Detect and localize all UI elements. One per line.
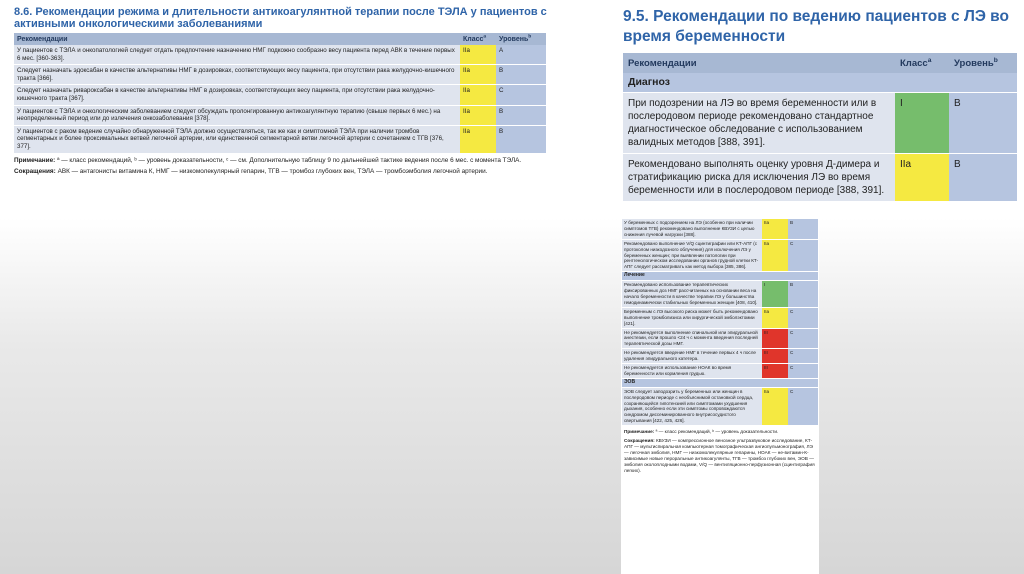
section-row — [623, 73, 1017, 93]
table-row — [622, 328, 818, 349]
header-class: Класс$^a$ — [460, 33, 496, 45]
section-treatment: Лечение — [622, 272, 818, 281]
abbr-text: АВК — антагонисты витамина К, НМГ — низкомолекулярный гепарин, ТГВ — тромбоз глубоких вен, ТЭЛА — тромбоэмболия легочной артерии. — [57, 167, 488, 175]
table-row — [14, 85, 546, 105]
class-cell: III — [762, 328, 788, 349]
table-row — [622, 239, 818, 272]
abbr-label: Сокращения: — [624, 438, 655, 444]
section-eov: ЭОВ — [622, 378, 818, 387]
table-row — [623, 154, 1017, 202]
recommendation-text: Беременным с ЛЭ высокого риска может быть рекомендовано выполнение тромболизиса или хирургической эмболэктомии [421]. — [622, 307, 762, 328]
level-cell: B — [788, 219, 818, 239]
header-recommendations: Рекомендации — [14, 33, 460, 45]
table-header-row — [623, 53, 1017, 73]
level-cell: A — [496, 45, 546, 65]
table-row — [622, 349, 818, 364]
level-cell: B — [788, 281, 818, 308]
table-row — [14, 105, 546, 125]
class-cell: IIa — [460, 45, 496, 65]
left-recommendations-table — [14, 33, 546, 154]
note-text: ª — класс рекомендаций, ᵇ — уровень доказательности. — [655, 429, 779, 435]
class-cell: IIa — [460, 125, 496, 153]
pregnancy-diagnosis-table — [623, 53, 1017, 202]
table-header-row — [14, 33, 546, 45]
table-row — [622, 387, 818, 425]
table-row — [623, 93, 1017, 154]
left-panel-title: 8.6. Рекомендации режима и длительности антикоагулянтной терапии после ТЭЛА у пациентов с активными онкологическими заболеваниями — [14, 6, 547, 30]
class-cell: IIa — [895, 154, 949, 202]
level-cell: C — [788, 364, 818, 379]
recommendation-text: У пациентов с ТЭЛА и онкологическим заболеванием следует обсуждать пролонгированную антикоагулянтную терапию (свыше первых 6 мес.) на неопределенный период или до излечения онкозаболевания [378]. — [14, 105, 460, 125]
level-cell: C — [788, 239, 818, 272]
level-cell: C — [788, 328, 818, 349]
pregnancy-continuation-table — [622, 219, 818, 426]
recommendation-text: У беременных с подозрением на ЛЭ (особенно при наличии симптомов ТГВ) рекомендовано выполнение КВУЗИ с целью снижения лучевой нагрузки [388]. — [622, 219, 762, 239]
pregnancy-recommendations-panel — [617, 2, 1021, 215]
class-cell: IIa — [460, 85, 496, 105]
left-note — [14, 157, 544, 165]
table-row — [622, 364, 818, 379]
recommendation-text: Не рекомендуется выполнение спинальной или эпидуральной анестезии, если прошло <24 ч с момента введения последней терапевтической дозы НМГ. — [622, 328, 762, 349]
table-row — [14, 125, 546, 153]
recommendation-text: Рекомендовано выполнение V/Q сцинтиграфии или КТ-АПГ (с протоколом низкодозного облучения) для исключения ЛЭ у беременных женщин; при выявлении патологии при рентгенологическом исследовании органов грудной клетки КТ-АПГ следует рассматривать как метод выбора [385, 386]. — [622, 239, 762, 272]
level-cell: B — [949, 154, 1017, 202]
section-row — [622, 272, 818, 281]
pregnancy-continuation-panel — [621, 219, 819, 574]
note-label: Примечание: — [14, 156, 56, 164]
level-cell: B — [496, 65, 546, 85]
recommendation-text: Не рекомендуется введение НМГ в течение первых 4 ч после удаления эпидурального катетера. — [622, 349, 762, 364]
header-recommendations: Рекомендации — [623, 53, 895, 73]
abbr-label: Сокращения: — [14, 167, 56, 175]
class-cell: IIa — [762, 387, 788, 425]
header-level: Уровень$^b$ — [949, 53, 1017, 73]
header-level: Уровень$^b$ — [496, 33, 546, 45]
level-cell: C — [788, 387, 818, 425]
class-cell: I — [762, 281, 788, 308]
recommendation-text: Не рекомендуется использование НОАК во время беременности или кормления грудью. — [622, 364, 762, 379]
table-row — [14, 65, 546, 85]
table-row — [622, 281, 818, 308]
class-cell: III — [762, 349, 788, 364]
recommendation-text: Рекомендовано использование терапевтических фиксированных доз НМГ рассчитанных на основании веса на начало беременности в качестве терапии ЛЭ у большинства гемодинамически стабильных беременных женщин [408, 410]. — [622, 281, 762, 308]
level-cell: B — [496, 105, 546, 125]
rbot-abbreviations — [624, 438, 817, 474]
left-recommendations-panel — [10, 4, 548, 214]
table-row — [622, 307, 818, 328]
level-cell: B — [949, 93, 1017, 154]
section-diagnosis: Диагноз — [623, 73, 1017, 93]
recommendation-text: У пациентов с раком ведение случайно обнаруженной ТЭЛА должно осуществляться, так же как и симптомной ТЭЛА при наличии тромбов сегментарных и более проксимальных ветвей легочной артерии, или единственной сегментарной ветви легочной артерии с сочетанием с ТГВ [376, 377]. — [14, 125, 460, 153]
level-cell: C — [788, 349, 818, 364]
class-cell: IIa — [762, 219, 788, 239]
class-cell: IIa — [460, 65, 496, 85]
recommendation-text: ЭОВ следует заподозрить у беременных или женщин в послеродовом периоде с необъяснимой остановкой сердца, сохраняющейся гипотензией или симптомами ухудшения дыхания, особенно если эти симптомы сопровождаются синдромом диссеминированного внутрисосудистого свертывания [422, 425, 426]. — [622, 387, 762, 425]
level-cell: C — [788, 307, 818, 328]
section-row — [622, 378, 818, 387]
note-text: ª — класс рекомендаций, ᵇ — уровень доказательности, ᶜ — см. Дополнительную таблицу 9 по дальнейшей тактике ведения после 6 мес. с момента ТЭЛА. — [57, 156, 522, 164]
recommendation-text: При подозрении на ЛЭ во время беременности или в послеродовом периоде рекомендовано стандартное диагностическое обследование с использованием валидных методов [388, 391]. — [623, 93, 895, 154]
table-row — [14, 45, 546, 65]
note-label: Примечание: — [624, 429, 655, 435]
recommendation-text: У пациентов с ТЭЛА и онкопатологией следует отдать предпочтение назначению НМГ подкожно сообразно весу пациента перед АВК в течение первых 6 мес. [360-363]. — [14, 45, 460, 65]
class-cell: IIa — [762, 239, 788, 272]
level-cell: B — [496, 125, 546, 153]
level-cell: C — [496, 85, 546, 105]
table-row — [622, 219, 818, 239]
recommendation-text: Рекомендовано выполнять оценку уровня Д-димера и стратификацию риска для исключения ЛЭ во время беременности или в послеродовом периоде [388, 391]. — [623, 154, 895, 202]
class-cell: IIa — [460, 105, 496, 125]
class-cell: III — [762, 364, 788, 379]
recommendation-text: Следует назначать ривароксабан в качестве альтернативы НМГ в дозировках, соответствующих весу пациента, при отсутствии рака желудочно-кишечного тракта [367]. — [14, 85, 460, 105]
rtop-panel-title: 9.5. Рекомендации по ведению пациентов с ЛЭ во время беременности — [623, 8, 1009, 45]
left-abbreviations — [14, 168, 544, 176]
recommendation-text: Следует назначать эдоксабан в качестве альтернативы НМГ в дозировках, соответствующих весу пациента, при отсутствии рака желудочно-кишечного тракта [366]. — [14, 65, 460, 85]
class-cell: IIa — [762, 307, 788, 328]
header-class: Класс$^a$ — [895, 53, 949, 73]
class-cell: I — [895, 93, 949, 154]
rbot-note — [624, 429, 817, 435]
abbr-text: КВУЗИ — компрессионное венозное ультразвуковое исследование, КТ-АПГ — мультиспиральная компьютерная томографическая ангиопульмонография, ЛЭ — легочная эмболия, НМГ — низкомолекулярные гепарины, НОАК — не-витамин-К-зависимые новые пероральные антикоагулянты, ТГВ — тромбоз глубоких вен, ЭОВ — эмболия околоплодными водами, V/Q — вентиляционно-перфузионная (сцинтиграфия легких). — [624, 438, 815, 474]
